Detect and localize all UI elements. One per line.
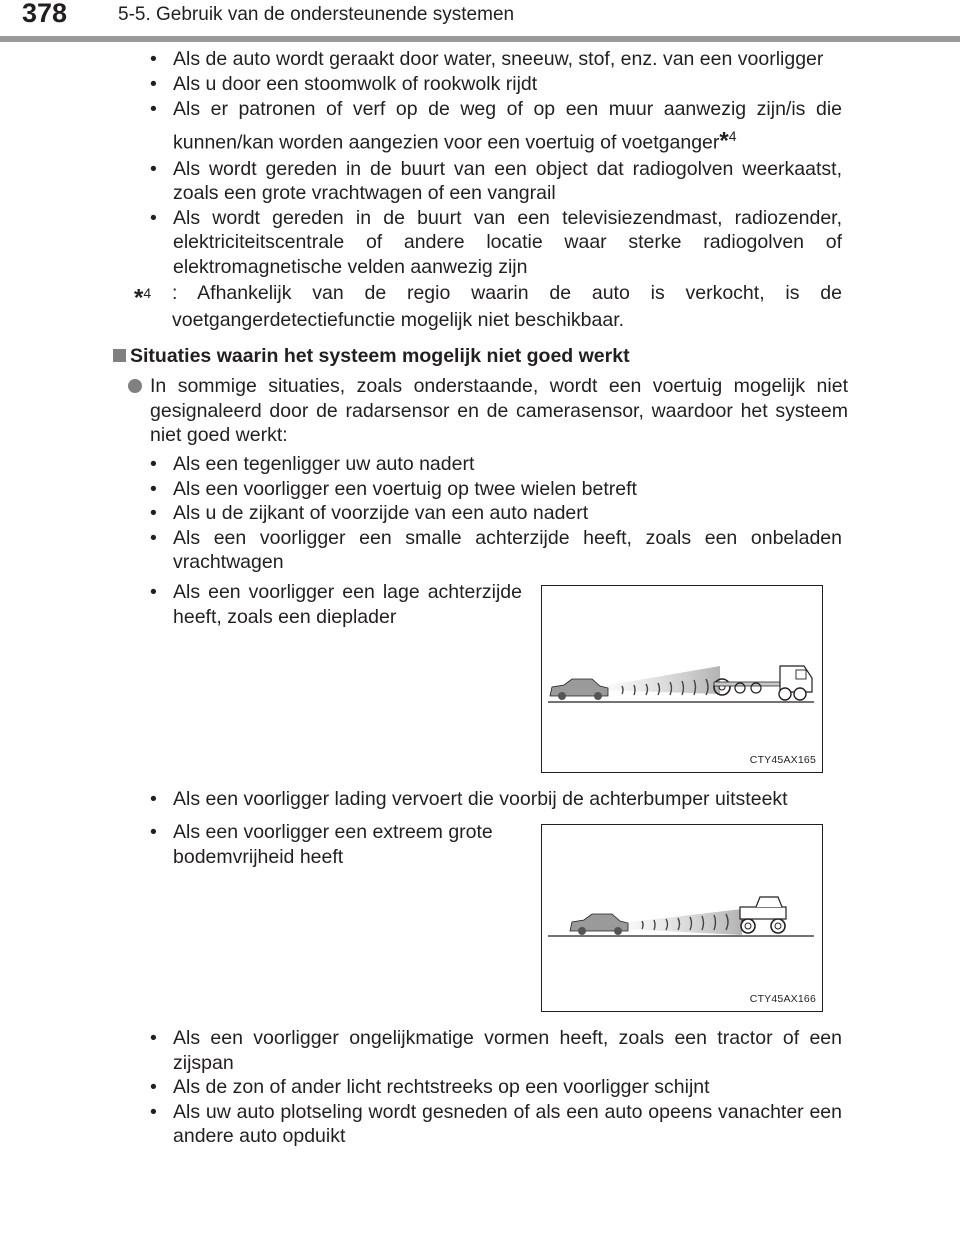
list-item: • Als u de zijkant of voorzijde van een auto nadert: [150, 502, 589, 524]
list-item: • Als wordt gereden in de buurt van een televisiezendmast, radiozender, elektriciteitscentrale of andere locatie waar sterke radiogolven of elektromagnetische velden aanwezig zijn: [150, 206, 842, 278]
square-bullet-icon: [113, 349, 126, 362]
figure-code: CTY45AX166: [749, 993, 816, 1005]
bullet-list-mid: [146, 787, 842, 812]
list-item: • Als er patronen of verf op de weg of op een muur aanwezig zijn/is die kunnen/kan worden aangezien voor een voertuig of voetganger*$^4$: [150, 98, 842, 155]
list-item: • Als een voorligger een lage achterzijde heeft, zoals een dieplader: [150, 581, 522, 628]
list-item: • Als een tegenligger uw auto nadert: [150, 453, 475, 475]
figure-1-caption: [146, 580, 522, 629]
footnote-number: 4: [143, 285, 152, 301]
header-rule: [0, 36, 960, 42]
circle-bullet-icon: [128, 379, 142, 393]
bullet-list-1: [146, 47, 842, 279]
list-item: • Als een voorligger een smalle achterzijde heeft, zoals een onbeladen vrachtwagen: [150, 526, 842, 573]
footnote-ref: 4: [728, 128, 737, 144]
page-number: 378: [22, 0, 68, 28]
section-title: 5-5. Gebruik van de ondersteunende systemen: [118, 4, 515, 25]
footnote-star: *: [719, 127, 729, 155]
footnote-star: *: [134, 284, 144, 312]
section-heading: Situaties waarin het systeem mogelijk niet goed werkt: [113, 345, 630, 368]
list-item: • Als u door een stoomwolk of rookwolk rijdt: [150, 72, 538, 95]
list-item: • Als uw auto plotseling wordt gesneden of als een auto opeens vanachter een andere auto opduikt: [150, 1100, 842, 1147]
footnote-text: : Afhankelijk van de regio waarin de auto is verkocht, is de voetgangerdetectiefunctie mogelijk niet beschikbaar.: [172, 282, 842, 331]
list-item: • Als een voorligger ongelijkmatige vormen heeft, zoals een tractor of een zijspan: [150, 1027, 842, 1074]
bullet-list-2: [146, 452, 842, 575]
list-item: • Als de zon of ander licht rechtstreeks op een voorligger schijnt: [150, 1076, 710, 1098]
intro-paragraph: In sommige situaties, zoals onderstaande, wordt een voertuig mogelijk niet gesignaleerd door de radarsensor en de camerasensor, waardoor het systeem niet goed werkt:: [128, 374, 848, 448]
figure-low-rear-vehicle: [541, 585, 823, 773]
list-item: • Als de auto wordt geraakt door water, sneeuw, stof, enz. van een voorligger: [150, 48, 824, 70]
figure-2-caption: [146, 820, 522, 869]
list-item: • Als wordt gereden in de buurt van een object dat radiogolven weerkaatst, zoals een grote vrachtwagen of een vangrail: [150, 157, 842, 204]
list-item: • Als een voorligger lading vervoert die voorbij de achterbumper uitsteekt: [150, 788, 788, 810]
figure-code: CTY45AX165: [749, 754, 816, 766]
figure-high-clearance-vehicle: [541, 824, 823, 1012]
bullet-list-3: [146, 1026, 842, 1149]
illustration-radar-low-trailer: [542, 586, 822, 772]
footnote: [134, 280, 842, 334]
illustration-radar-high-clearance: [542, 825, 822, 1011]
list-item: • Als een voorligger een voertuig op twee wielen betreft: [150, 477, 637, 500]
list-item: • Als een voorligger een extreem grote bodemvrijheid heeft: [150, 821, 493, 868]
